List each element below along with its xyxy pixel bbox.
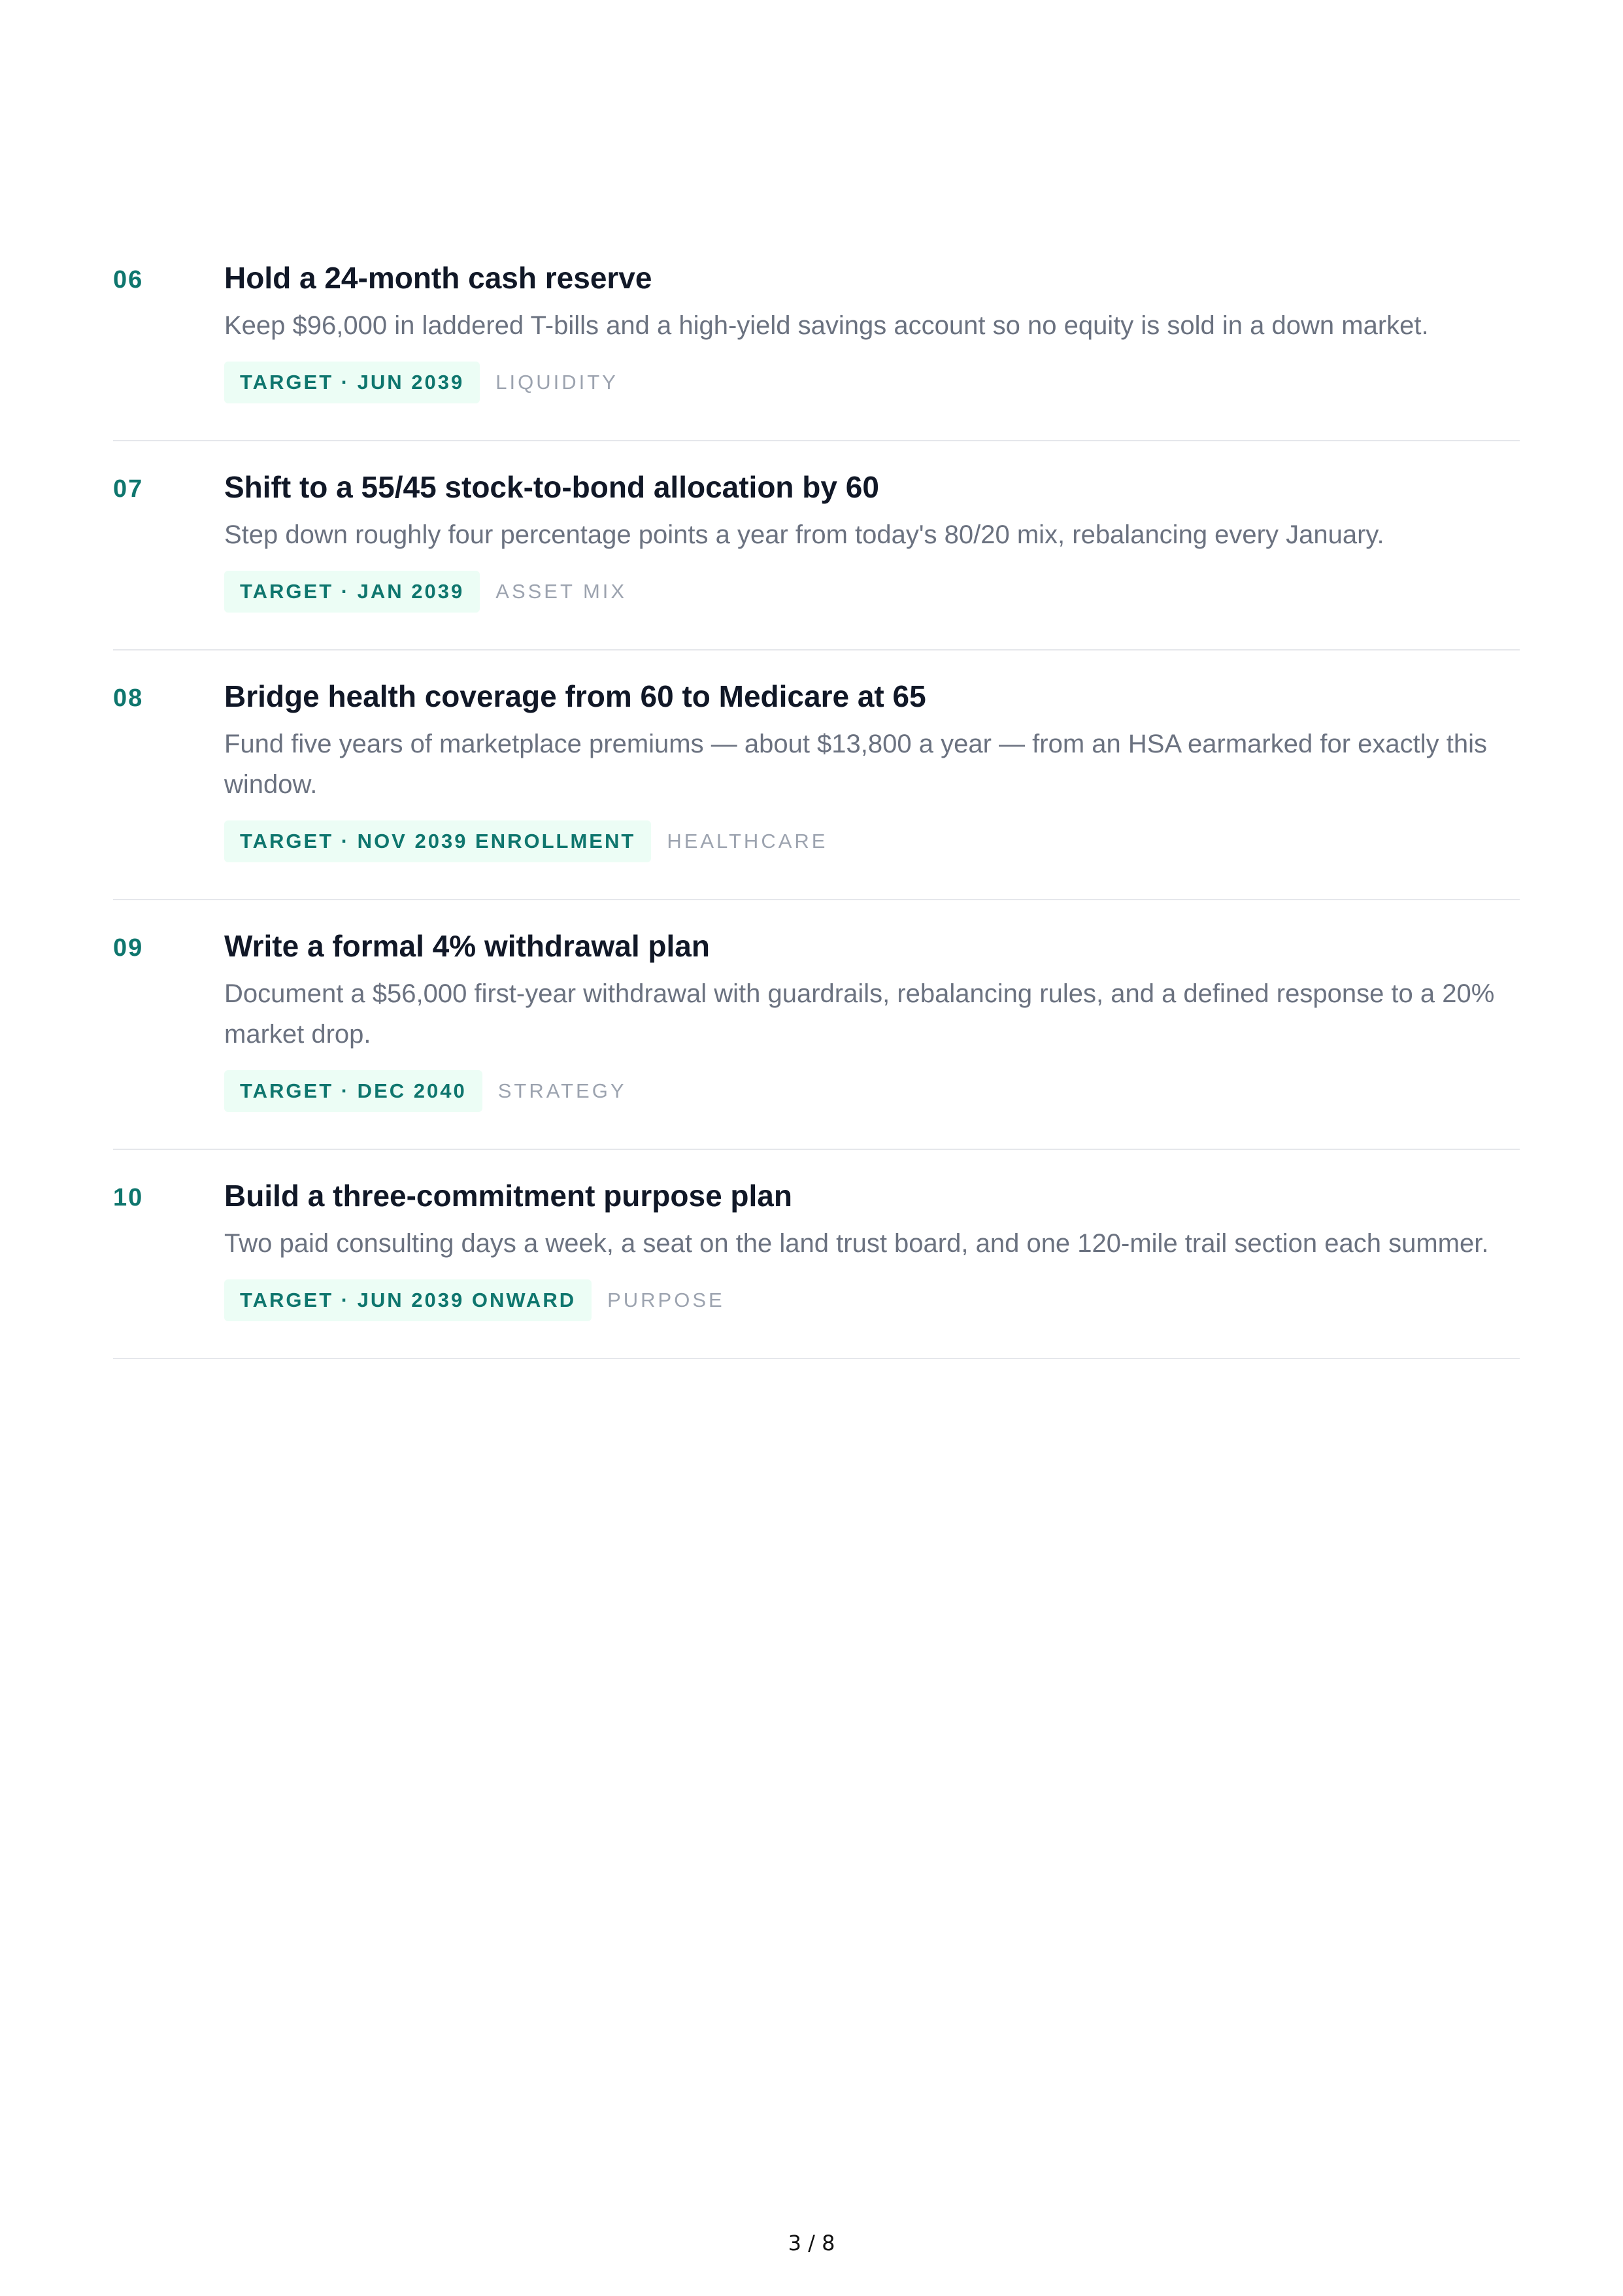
category-label: HEALTHCARE (667, 830, 828, 853)
category-label: STRATEGY (497, 1079, 627, 1102)
item-description: Step down roughly four percentage points a year from today's 80/20 mix, rebalancing every January. (224, 520, 1384, 549)
item-body (224, 441, 1520, 649)
item-title: Build a three-commitment purpose plan (224, 1179, 792, 1213)
page-number: 3 / 8 (788, 2231, 835, 2255)
list-item (113, 1150, 1520, 1359)
item-number: 09 (113, 934, 144, 962)
category-label: ASSET MIX (495, 580, 627, 603)
item-body (224, 232, 1520, 440)
target-badge: TARGET · JAN 2039 (224, 571, 480, 613)
list-item (113, 650, 1520, 900)
item-description: Fund five years of marketplace premiums — about $13,800 a year — from an HSA earmarked for exactly this window. (224, 730, 1487, 799)
item-number: 08 (113, 684, 144, 712)
list-item (113, 900, 1520, 1150)
item-number: 07 (113, 475, 144, 503)
item-description: Keep $96,000 in laddered T-bills and a high-yield savings account so no equity is sold in a down market. (224, 311, 1429, 340)
target-badge: TARGET · JUN 2039 (224, 362, 480, 403)
item-title: Write a formal 4% withdrawal plan (224, 929, 710, 963)
item-body (224, 900, 1520, 1149)
item-tags (224, 820, 1520, 862)
list-item (113, 232, 1520, 441)
item-description: Two paid consulting days a week, a seat on the land trust board, and one 120-mile trail section each summer. (224, 1229, 1489, 1258)
item-description: Document a $56,000 first-year withdrawal with guardrails, rebalancing rules, and a defined response to a 20% market drop. (224, 979, 1495, 1049)
item-title: Shift to a 55/45 stock-to-bond allocation by 60 (224, 470, 879, 504)
item-tags (224, 1279, 1520, 1321)
item-number: 06 (113, 266, 144, 294)
list-item (113, 441, 1520, 650)
item-title: Hold a 24-month cash reserve (224, 261, 652, 295)
target-badge: TARGET · DEC 2040 (224, 1070, 482, 1112)
target-badge: TARGET · JUN 2039 ONWARD (224, 1279, 592, 1321)
category-label: PURPOSE (607, 1289, 725, 1311)
item-title: Bridge health coverage from 60 to Medicare at 65 (224, 679, 926, 713)
item-body (224, 650, 1520, 899)
item-number: 10 (113, 1184, 144, 1211)
item-body (224, 1150, 1520, 1358)
item-tags (224, 362, 1520, 403)
category-label: LIQUIDITY (495, 371, 618, 394)
item-tags (224, 1070, 1520, 1112)
item-tags (224, 571, 1520, 613)
target-badge: TARGET · NOV 2039 ENROLLMENT (224, 820, 651, 862)
goal-list (113, 232, 1520, 1359)
